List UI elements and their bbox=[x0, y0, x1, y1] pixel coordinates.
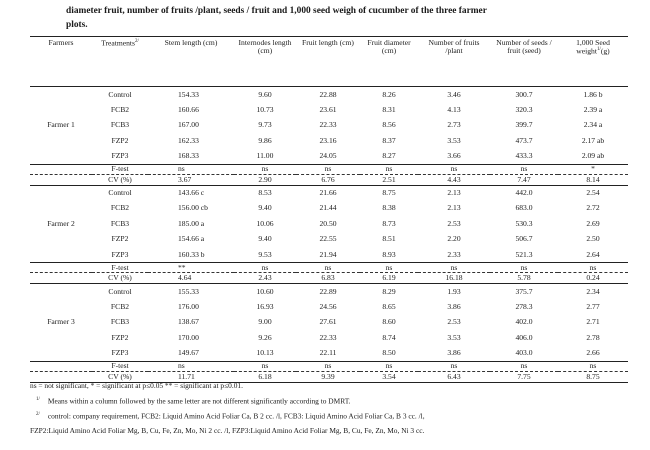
caption-line-1: diameter fruit, number of fruits /plant, seeds / fruit and 1,000 seed weigh of cucumber of the three farmer bbox=[66, 6, 487, 16]
fruits-per-plant-cell: 2.13 bbox=[447, 203, 461, 213]
fruit-length-f-test: ns bbox=[296, 164, 360, 174]
internodes-length-cell: 9.26 bbox=[258, 332, 272, 342]
fruits-per-plant-cell: 2.53 bbox=[447, 317, 461, 327]
fruit-length-cell: 21.44 bbox=[319, 203, 337, 213]
fruit-diameter-cell: 8.51 bbox=[382, 234, 396, 244]
table-notes bbox=[30, 379, 642, 438]
header-seed-weight bbox=[558, 37, 628, 87]
header-seed-weight-sup: 1/ bbox=[596, 46, 601, 52]
fruits-per-plant-f-test: ns bbox=[418, 361, 490, 371]
header-row bbox=[30, 37, 628, 87]
fruit-length-cell: 27.61 bbox=[319, 317, 337, 327]
internodes-length-cell: 10.73 bbox=[256, 104, 274, 114]
seeds-per-fruit-f-test: ns bbox=[490, 263, 558, 273]
seed-weight-f-test: ns bbox=[558, 361, 628, 371]
stem-length-cell: 168.33 bbox=[178, 151, 199, 161]
f-test-label: F-test bbox=[92, 164, 148, 174]
treatment-cell: FZP3 bbox=[111, 348, 129, 358]
fruit-diameter-cell: 8.38 bbox=[382, 203, 396, 213]
seed-weight-cell: 2.71 bbox=[586, 317, 600, 327]
note-1-text: Means within a column followed by the same letter are not different significantly according to DMRT. bbox=[47, 396, 351, 406]
fruit-length-cell: 23.61 bbox=[319, 104, 337, 114]
table-row bbox=[30, 118, 628, 134]
treatment-cell: FCB3 bbox=[110, 317, 130, 327]
fruits-per-plant-cell: 3.86 bbox=[447, 348, 461, 358]
seeds-per-fruit-cell: 406.0 bbox=[515, 332, 533, 342]
fruit-diameter-f-test: ns bbox=[360, 361, 418, 371]
header-fruits-per-plant: Number of fruits /plant bbox=[418, 37, 490, 87]
table-row bbox=[30, 102, 628, 118]
internodes-length-cell: 10.13 bbox=[256, 348, 274, 358]
fruits-per-plant-cell: 1.93 bbox=[447, 286, 461, 296]
fruit-diameter-cell: 8.60 bbox=[382, 317, 396, 327]
note-significance: ns = not significant, * = significant at p≤0.05 ** = significant at p≤0.01. bbox=[30, 381, 243, 390]
empty-cell bbox=[30, 273, 92, 284]
stem-length-cell: 138.67 bbox=[178, 317, 199, 327]
stem-length-cell: 160.66 bbox=[178, 104, 199, 114]
treatment-cell: FZP3 bbox=[111, 151, 129, 161]
table-row bbox=[30, 315, 628, 331]
fruit-length-cell: 22.33 bbox=[319, 332, 337, 342]
stem-length-cell: 185.00 a bbox=[178, 218, 205, 228]
cv-label: CV (%) bbox=[92, 174, 148, 185]
seeds-per-fruit-cell: 521.3 bbox=[515, 249, 533, 259]
internodes-length-cell: 8.53 bbox=[258, 188, 272, 198]
stem-length-cell: 156.00 cb bbox=[178, 203, 208, 213]
internodes-length-cell: 9.73 bbox=[258, 120, 272, 130]
note-3: FZP2:Liquid Amino Acid Foliar Mg, B, Cu, Fe, Zn, Mo, Ni 2 cc. /l, FZP3:Liquid Amino Acid Foliar Mg, B, Cu, Fe, Zn, Mo, Ni 3 cc. bbox=[30, 425, 425, 435]
fruit-diameter-cv: 6.19 bbox=[360, 273, 418, 284]
seed-weight-cell: 2.34 a bbox=[583, 120, 603, 130]
fruit-diameter-f-test: ns bbox=[360, 164, 418, 174]
table-row bbox=[30, 284, 628, 300]
fruit-length-cell: 22.89 bbox=[319, 286, 337, 296]
note-2-sup: 2/ bbox=[36, 412, 40, 418]
header-treatments bbox=[92, 37, 148, 87]
seed-weight-cv: 8.75 bbox=[558, 371, 628, 382]
fruit-diameter-cell: 8.31 bbox=[382, 104, 396, 114]
seed-weight-cell: 2.69 bbox=[586, 218, 600, 228]
seeds-per-fruit-cell: 399.7 bbox=[515, 120, 533, 130]
table-row bbox=[30, 185, 628, 201]
seeds-per-fruit-cell: 278.3 bbox=[515, 301, 533, 311]
fruit-diameter-cell: 8.37 bbox=[382, 135, 396, 145]
f-test-label: F-test bbox=[92, 361, 148, 371]
stem-length-cell: 154.33 bbox=[178, 89, 199, 99]
fruits-per-plant-cell: 3.53 bbox=[447, 332, 461, 342]
table-row bbox=[30, 216, 628, 232]
fruits-per-plant-cell: 2.73 bbox=[447, 120, 461, 130]
seed-weight-cv: 8.14 bbox=[558, 174, 628, 185]
seed-weight-cell: 2.54 bbox=[586, 188, 600, 198]
table-row bbox=[30, 299, 628, 315]
fruit-diameter-cell: 8.75 bbox=[382, 188, 396, 198]
stem-length-cell: 143.66 c bbox=[178, 188, 205, 198]
table-row bbox=[30, 87, 628, 103]
treatment-cell: FCB3 bbox=[110, 218, 130, 228]
fruit-length-cv: 9.39 bbox=[296, 371, 360, 382]
empty-cell bbox=[30, 174, 92, 185]
header-seed-weight-label: 1,000 Seed weight bbox=[576, 38, 610, 56]
fruit-diameter-cell: 8.65 bbox=[382, 301, 396, 311]
seeds-per-fruit-cell: 442.0 bbox=[515, 188, 533, 198]
empty-cell bbox=[30, 164, 92, 174]
caption-line-2: plots. bbox=[66, 20, 88, 30]
fruits-per-plant-cell: 2.53 bbox=[447, 218, 461, 228]
seed-weight-cell: 2.50 bbox=[586, 234, 600, 244]
header-stem-length: Stem length (cm) bbox=[148, 37, 234, 87]
seed-weight-cv: 0.24 bbox=[558, 273, 628, 284]
internodes-length-cell: 9.60 bbox=[258, 89, 272, 99]
treatment-cell: Control bbox=[108, 89, 132, 99]
fruits-per-plant-cell: 3.46 bbox=[447, 89, 461, 99]
fruit-length-f-test: ns bbox=[296, 263, 360, 273]
treatment-cell: FZP3 bbox=[111, 249, 129, 259]
fruits-per-plant-cv: 16.18 bbox=[418, 273, 490, 284]
treatment-cell: Control bbox=[108, 188, 132, 198]
stem-length-cell: 149.67 bbox=[178, 348, 199, 358]
seeds-per-fruit-cell: 300.7 bbox=[515, 89, 533, 99]
header-fruit-diameter: Fruit diameter (cm) bbox=[360, 37, 418, 87]
seed-weight-cell: 2.72 bbox=[586, 203, 600, 213]
note-1-sup: 1/ bbox=[36, 397, 40, 402]
stem-length-cell: 176.00 bbox=[178, 301, 199, 311]
fruit-diameter-cell: 8.56 bbox=[382, 120, 396, 130]
note-1 bbox=[30, 393, 642, 408]
seed-weight-cell: 2.78 bbox=[586, 332, 600, 342]
fruits-per-plant-cell: 3.66 bbox=[447, 151, 461, 161]
f-test-row bbox=[30, 164, 628, 174]
fruit-diameter-cell: 8.26 bbox=[382, 89, 396, 99]
internodes-length-cell: 9.40 bbox=[258, 203, 272, 213]
fruit-diameter-cell: 8.73 bbox=[382, 218, 396, 228]
fruits-per-plant-cell: 3.53 bbox=[447, 135, 461, 145]
seeds-per-fruit-f-test: ns bbox=[490, 164, 558, 174]
fruits-per-plant-cell: 2.13 bbox=[447, 188, 461, 198]
internodes-length-cell: 11.00 bbox=[256, 151, 274, 161]
treatment-cell: FCB2 bbox=[110, 203, 130, 213]
fruit-diameter-cell: 8.93 bbox=[382, 249, 396, 259]
header-treatments-label: Treatments bbox=[101, 38, 135, 48]
header-seeds-per-fruit: Number of seeds / fruit (seed) bbox=[490, 37, 558, 87]
table-row bbox=[30, 346, 628, 362]
seeds-per-fruit-cell: 683.0 bbox=[515, 203, 533, 213]
stem-length-cell: 160.33 b bbox=[178, 249, 205, 259]
header-farmers: Farmers bbox=[30, 37, 92, 87]
header-fruit-length: Fruit length (cm) bbox=[296, 37, 360, 87]
seeds-per-fruit-cell: 402.0 bbox=[515, 317, 533, 327]
stem-length-f-test: ns bbox=[148, 164, 234, 174]
f-test-label: F-test bbox=[92, 263, 148, 273]
fruit-length-cell: 22.11 bbox=[319, 348, 337, 358]
fruit-length-cell: 24.05 bbox=[319, 151, 337, 161]
stem-length-cell: 154.66 a bbox=[178, 234, 205, 244]
fruit-length-cell: 21.66 bbox=[319, 188, 337, 198]
cv-label: CV (%) bbox=[92, 371, 148, 382]
table-row bbox=[30, 330, 628, 346]
fruits-per-plant-f-test: ns bbox=[418, 164, 490, 174]
table-row bbox=[30, 247, 628, 263]
internodes-length-cell: 9.86 bbox=[258, 135, 272, 145]
fruit-length-cv: 6.83 bbox=[296, 273, 360, 284]
cv-row bbox=[30, 174, 628, 185]
note-2 bbox=[30, 408, 642, 423]
treatment-cell: FCB2 bbox=[110, 104, 130, 114]
farmer-label: Farmer 3 bbox=[47, 317, 75, 327]
stem-length-cv: 4.64 bbox=[148, 273, 234, 284]
fruits-per-plant-cell: 2.20 bbox=[447, 234, 461, 244]
cv-row bbox=[30, 273, 628, 284]
table-caption bbox=[66, 4, 626, 32]
fruit-length-cell: 22.55 bbox=[319, 234, 337, 244]
internodes-length-f-test: ns bbox=[234, 263, 296, 273]
fruit-length-cell: 22.88 bbox=[319, 89, 337, 99]
seed-weight-cell: 2.77 bbox=[586, 301, 600, 311]
treatment-cell: FZP2 bbox=[111, 234, 129, 244]
seeds-per-fruit-cell: 320.3 bbox=[515, 104, 533, 114]
internodes-length-cell: 9.53 bbox=[258, 249, 272, 259]
fruit-length-cell: 23.16 bbox=[319, 135, 337, 145]
seed-weight-cell: 2.09 ab bbox=[581, 151, 605, 161]
fruits-per-plant-cell: 3.86 bbox=[447, 301, 461, 311]
internodes-length-f-test: ns bbox=[234, 164, 296, 174]
stem-length-cv: 11.71 bbox=[148, 371, 234, 382]
fruit-diameter-cell: 8.50 bbox=[382, 348, 396, 358]
fruit-length-cell: 21.94 bbox=[319, 249, 337, 259]
treatment-cell: FZP2 bbox=[111, 332, 129, 342]
internodes-length-cv: 2.43 bbox=[234, 273, 296, 284]
internodes-length-cell: 10.06 bbox=[256, 218, 274, 228]
header-internodes-length: Internodes length (cm) bbox=[234, 37, 296, 87]
seed-weight-cell: 2.39 a bbox=[583, 104, 603, 114]
fruits-per-plant-f-test: ns bbox=[418, 263, 490, 273]
fruit-diameter-cell: 8.74 bbox=[382, 332, 396, 342]
fruit-diameter-f-test: ns bbox=[360, 263, 418, 273]
stem-length-cell: 170.00 bbox=[178, 332, 199, 342]
table-row bbox=[30, 201, 628, 217]
note-2-text: control: company requirement, FCB2: Liquid Amino Acid Foliar Ca, B 2 cc. /l, FCB3: Liquid Amino Acid Foliar Ca, B 3 cc. /l, bbox=[47, 411, 425, 421]
table-row bbox=[30, 133, 628, 149]
internodes-length-cv: 2.90 bbox=[234, 174, 296, 185]
seeds-per-fruit-cell: 506.7 bbox=[515, 234, 533, 244]
seed-weight-cell: 2.34 bbox=[586, 286, 600, 296]
internodes-length-cell: 9.00 bbox=[258, 317, 272, 327]
seeds-per-fruit-cell: 433.3 bbox=[515, 151, 533, 161]
stem-length-f-test: ns bbox=[148, 361, 234, 371]
internodes-length-cell: 10.60 bbox=[256, 286, 274, 296]
seed-weight-cell: 2.17 ab bbox=[581, 135, 605, 145]
stem-length-cell: 167.00 bbox=[178, 120, 199, 130]
seeds-per-fruit-cell: 375.7 bbox=[515, 286, 533, 296]
farmer-label: Farmer 2 bbox=[47, 218, 75, 228]
stem-length-cell: 155.33 bbox=[178, 286, 199, 296]
fruit-length-cell: 24.56 bbox=[319, 301, 337, 311]
seed-weight-cell: 2.66 bbox=[586, 348, 600, 358]
internodes-length-f-test: ns bbox=[234, 361, 296, 371]
seeds-per-fruit-f-test: ns bbox=[490, 361, 558, 371]
fruits-per-plant-cell: 2.33 bbox=[447, 249, 461, 259]
internodes-length-cell: 9.40 bbox=[258, 234, 272, 244]
seeds-per-fruit-cell: 473.7 bbox=[515, 135, 533, 145]
f-test-row bbox=[30, 361, 628, 371]
internodes-length-cell: 16.93 bbox=[256, 301, 274, 311]
fruit-length-cell: 20.50 bbox=[319, 218, 337, 228]
fruit-length-f-test: ns bbox=[296, 361, 360, 371]
seeds-per-fruit-cell: 530.3 bbox=[515, 218, 533, 228]
fruit-length-cell: 22.33 bbox=[319, 120, 337, 130]
cv-label: CV (%) bbox=[92, 273, 148, 284]
seeds-per-fruit-cv: 5.78 bbox=[490, 273, 558, 284]
fruit-diameter-cell: 8.29 bbox=[382, 286, 396, 296]
fruit-diameter-cell: 8.27 bbox=[382, 151, 396, 161]
header-treatments-sup: 2/ bbox=[135, 39, 139, 44]
internodes-length-cv: 6.18 bbox=[234, 371, 296, 382]
seeds-per-fruit-cv: 7.75 bbox=[490, 371, 558, 382]
stem-length-cv: 3.67 bbox=[148, 174, 234, 185]
fruit-diameter-cv: 3.54 bbox=[360, 371, 418, 382]
results-table bbox=[30, 36, 628, 383]
table-row bbox=[30, 232, 628, 248]
empty-cell bbox=[30, 361, 92, 371]
seeds-per-fruit-cv: 7.47 bbox=[490, 174, 558, 185]
fruits-per-plant-cell: 4.13 bbox=[447, 104, 461, 114]
treatment-cell: FCB2 bbox=[110, 301, 130, 311]
f-test-row bbox=[30, 263, 628, 273]
stem-length-f-test: ** bbox=[148, 263, 234, 273]
fruit-diameter-cv: 2.51 bbox=[360, 174, 418, 185]
fruit-length-cv: 6.76 bbox=[296, 174, 360, 185]
seed-weight-f-test: ns bbox=[558, 263, 628, 273]
fruits-per-plant-cv: 4.43 bbox=[418, 174, 490, 185]
empty-cell bbox=[30, 263, 92, 273]
seeds-per-fruit-cell: 403.0 bbox=[515, 348, 533, 358]
fruits-per-plant-cv: 6.43 bbox=[418, 371, 490, 382]
treatment-cell: FCB3 bbox=[110, 120, 130, 130]
farmer-label: Farmer 1 bbox=[47, 120, 75, 130]
treatment-cell: FZP2 bbox=[111, 135, 129, 145]
header-seed-weight-unit: (g) bbox=[600, 46, 610, 56]
treatment-cell: Control bbox=[108, 286, 132, 296]
table-row bbox=[30, 149, 628, 165]
stem-length-cell: 162.33 bbox=[178, 135, 199, 145]
seed-weight-cell: 2.64 bbox=[586, 249, 600, 259]
seed-weight-cell: 1.86 b bbox=[583, 89, 603, 99]
seed-weight-f-test: * bbox=[558, 164, 628, 174]
